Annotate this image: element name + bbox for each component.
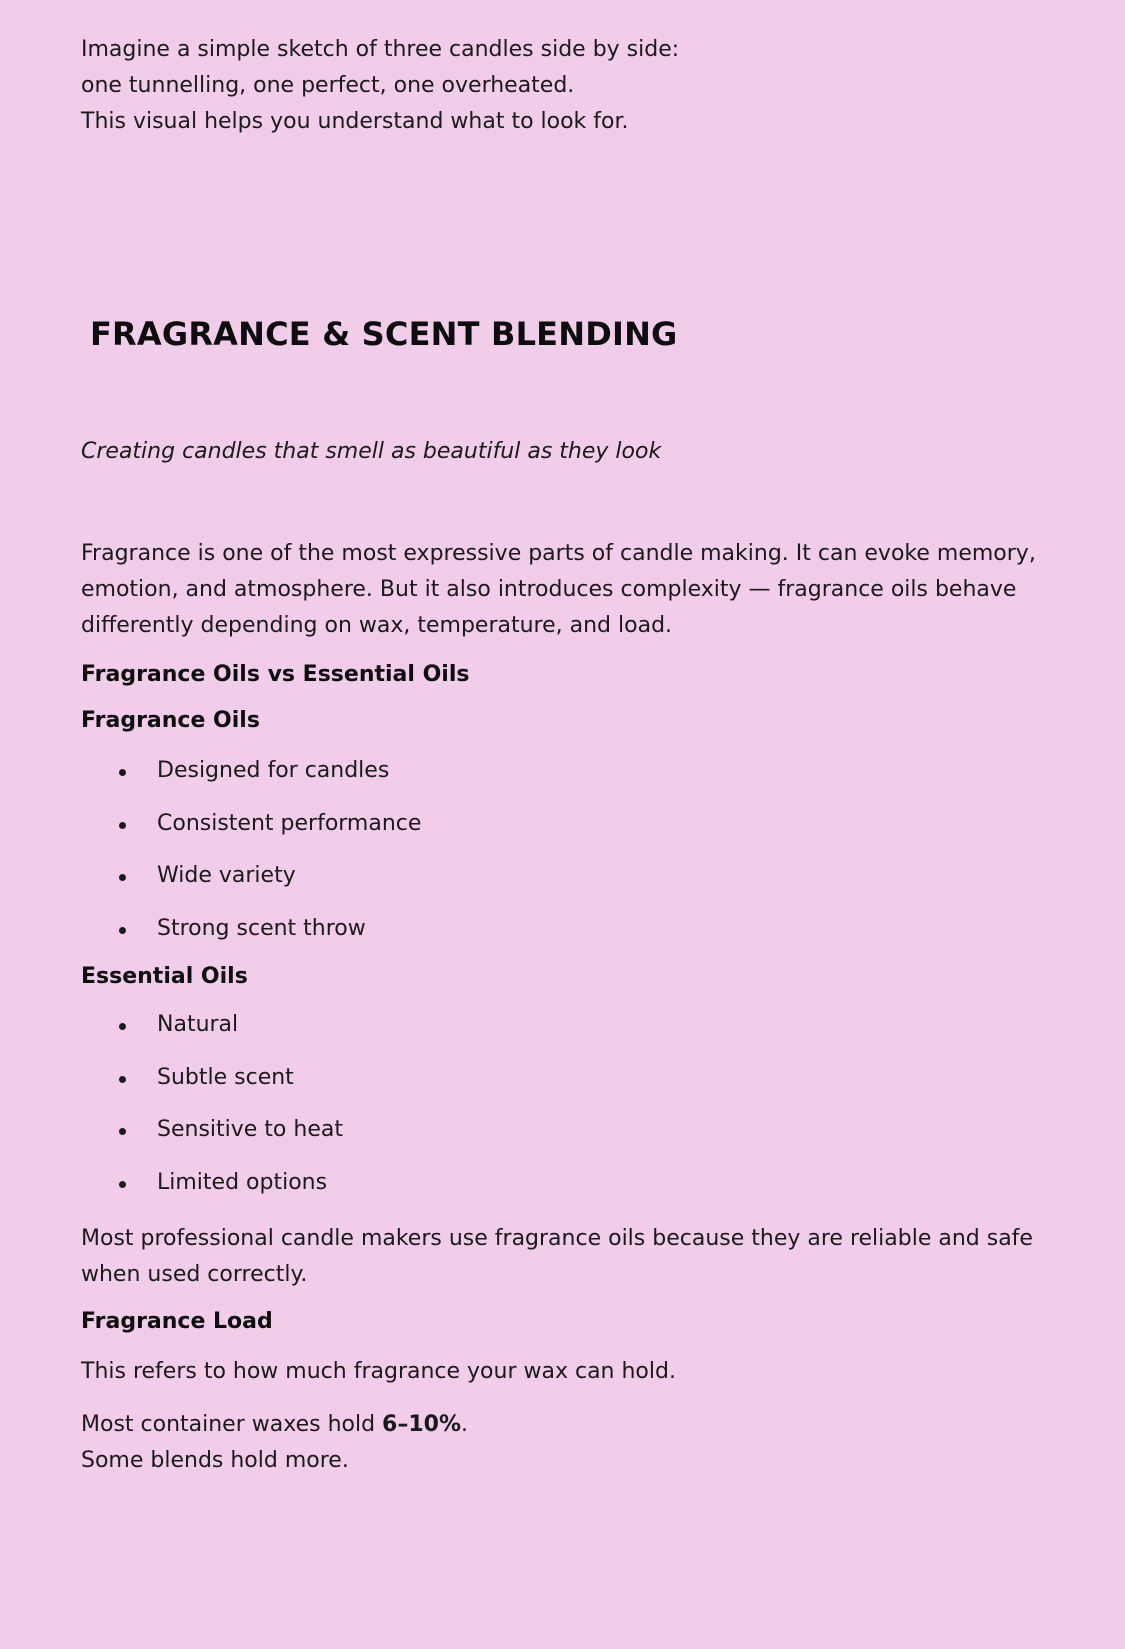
bullet-icon — [119, 822, 126, 829]
section-subtitle: Creating candles that smell as beautiful as they look — [81, 439, 662, 464]
list-item — [81, 745, 1041, 798]
list-item — [81, 850, 1041, 903]
fragrance-intro-block — [81, 536, 1041, 644]
bullet-icon — [119, 1181, 126, 1188]
intro-paragraph — [81, 32, 679, 140]
list-item — [81, 1052, 1041, 1105]
list-item-text: Subtle scent — [157, 1064, 294, 1090]
essential-oils-heading: Essential Oils — [81, 964, 248, 989]
section-title: FRAGRANCE & SCENT BLENDING — [90, 315, 678, 353]
fragrance-load-hold — [81, 1407, 1041, 1443]
hold-prefix: Most container waxes hold — [81, 1412, 383, 1437]
list-item — [81, 798, 1041, 851]
list-item — [81, 999, 1041, 1052]
list-item — [81, 903, 1041, 956]
fragrance-load-heading-block — [81, 1306, 1041, 1338]
fragrance-load-values-block — [81, 1407, 1041, 1479]
bullet-icon — [119, 874, 126, 881]
hold-suffix: . — [461, 1412, 469, 1437]
list-item-text: Wide variety — [157, 863, 296, 888]
comparison-heading: Fragrance Oils vs Essential Oils — [81, 662, 470, 687]
professional-note: Most professional candle makers use fragrance oils because they are reliable and safe when used correctly. — [81, 1226, 1033, 1287]
list-item-text: Strong scent throw — [157, 915, 366, 941]
list-item-text: Consistent performance — [157, 810, 422, 836]
fragrance-load-more-note: Some blends hold more. — [81, 1448, 349, 1473]
fragrance-intro-paragraph: Fragrance is one of the most expressive parts of candle making. It can evoke memory, emotion, and atmosphere. But it also introduces complexity — fragrance oils behave differently depending on wax, temperature, and load. — [81, 541, 1036, 638]
fragrance-oils-heading: Fragrance Oils — [81, 708, 260, 733]
essential-oils-block — [81, 961, 1041, 1209]
bullet-icon — [119, 927, 126, 934]
bullet-icon — [119, 1076, 126, 1083]
list-item — [81, 1157, 1041, 1210]
list-item-text: Natural — [157, 1012, 239, 1037]
bullet-icon — [119, 769, 126, 776]
intro-line: Imagine a simple sketch of three candles side by side: — [81, 37, 680, 62]
fragrance-oils-list — [81, 745, 1041, 955]
list-item-text: Limited options — [157, 1169, 328, 1195]
hold-value: 6–10% — [382, 1412, 462, 1437]
list-item-text: Sensitive to heat — [157, 1117, 343, 1142]
essential-oils-list — [81, 999, 1041, 1209]
fragrance-oils-block — [81, 705, 1041, 955]
oils-comparison-block — [81, 659, 1041, 691]
list-item-text: Designed for candles — [157, 758, 390, 783]
list-item — [81, 1104, 1041, 1157]
professional-note-block — [81, 1221, 1041, 1293]
bullet-icon — [119, 1128, 126, 1135]
intro-line: This visual helps you understand what to look for. — [81, 109, 629, 134]
fragrance-load-definition: This refers to how much fragrance your wax can hold. — [81, 1359, 676, 1384]
fragrance-load-heading: Fragrance Load — [81, 1309, 273, 1334]
fragrance-load-definition-block — [81, 1354, 1041, 1390]
intro-line: one tunnelling, one perfect, one overheated. — [81, 73, 575, 98]
bullet-icon — [119, 1023, 126, 1030]
